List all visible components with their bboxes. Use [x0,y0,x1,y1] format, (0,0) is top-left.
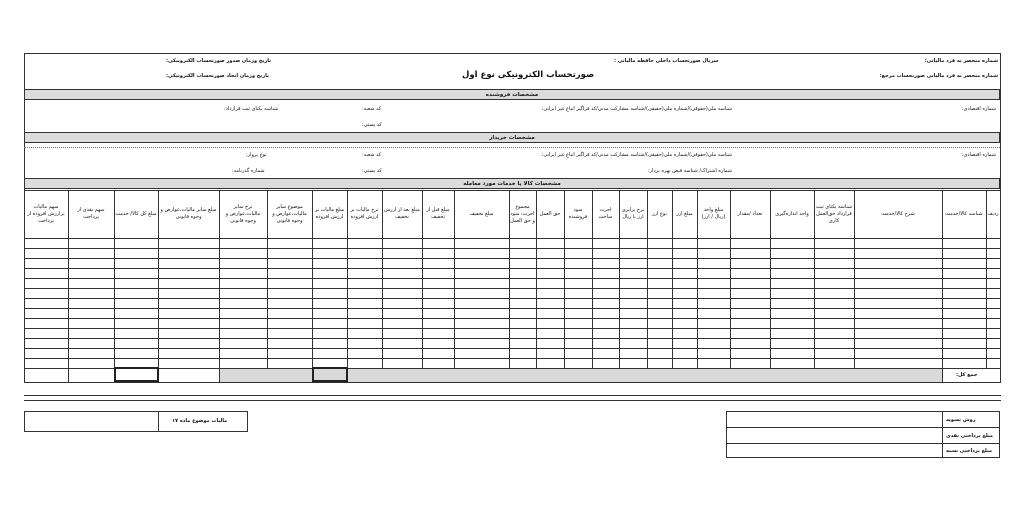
creation-datetime-label: تاریخ وزمان ایجاد صورتحساب الکترونیکی: [166,73,269,79]
settlement-row-line [726,427,1000,428]
buyer-divider [24,147,1000,148]
grid-line [68,190,69,382]
grid-line [730,190,731,368]
buyer-postal-code: کد پستی: [362,168,382,174]
page-title: صورتحساب الکترونیکی نوع اول [462,70,595,80]
grid-line [24,368,1000,369]
seller-contract-id: شناسه یکتای ثبت قرارداد: [224,106,279,112]
grid-line [854,190,855,368]
grid-line [219,190,220,382]
col-header-commission-contract-id: شناسه یکتای ثبت قرارداد حق‌العمل کاری [815,203,853,224]
col-header-currency-amount: مبلغ ارز [676,210,693,217]
buyer-section-title: مشخصات خریدار [489,135,535,141]
grid-line [382,190,383,368]
grid-line [619,190,620,368]
col-header-unit: واحد اندازه‌گیری [775,210,809,217]
footer-rule-top [24,395,1001,396]
credit-payment-label: مبلغ پرداختی نسیه [946,448,993,454]
col-header-vat-rate: نرخ مالیات بر ارزش افزوده [350,207,379,220]
seller-branch-code: کد شعبه: [362,106,382,112]
article17-label: مالیات موضوع ماده ۱۷ [172,418,228,424]
grid-line [672,190,673,368]
col-header-item-id: شناسه کالا/خدمت [945,210,983,217]
grid-line [564,190,565,368]
settlement-method-label: روش تسویه [946,417,976,423]
issue-datetime-label: تاریخ وزمان صدور صورتحساب الکترونیکی: [166,58,271,64]
unique-tax-number-label: شماره منحصر به فرد مالیاتی: [924,58,998,64]
grid-line [422,190,423,368]
seller-economic-no: شماره اقتصادی: [961,106,996,112]
grid-line [770,190,771,368]
col-header-seller-profit: سود فروشنده [568,207,588,220]
buyer-flight-type: نوع پرواز: [246,152,267,158]
col-header-cash-share: سهم نقدی از پرداخت [77,207,105,220]
seller-section-title: مشخصات فروشنده [485,92,539,98]
article17-divider [158,411,159,432]
col-header-other-tax-rate: نرخ سایر مالیات،عوارض و وجوه قانونی [225,203,261,224]
col-header-unit-price: مبلغ واحد (ریال / ارز) [701,207,726,220]
col-header-total-amount: مبلغ کل کالا/ خدمت [115,210,157,217]
seller-postal-code: کد پستی: [362,122,382,128]
grand-total-label: جمع کل: [956,372,978,378]
footer-rule-bottom [24,400,1001,401]
col-header-total-fees: مجموع اجرت، سود و حق العمل [510,203,535,224]
items-section-title: مشخصات کالا یا خدمات مورد معامله [463,181,561,187]
buyer-national-id: شناسه ملی(حقوقی)/شماره ملی(حقیقی)/شناسه مشارکت مدنی/کد فراگیر اتباع غیر ایرانی: [541,152,732,158]
grid-line [454,190,455,368]
col-header-other-tax-subject: موضوع سایر مالیات،عوارض و وجوه قانونی [272,203,307,224]
col-header-discount: مبلغ تخفیف [469,210,494,217]
col-header-description: شرح کالا/خدمت [881,210,915,217]
col-header-amount-after-discount: مبلغ بعد از ارزش تخفیف [384,207,420,220]
grid-line [647,190,648,368]
grid-line [347,190,348,368]
buyer-section-header [24,132,1000,143]
col-header-amount-before-discount: مبلغ قبل از تخفیف [426,207,450,220]
grid-line [814,190,815,368]
grid-line [536,190,537,368]
buyer-subscription-id: شماره اشتراک/ شناسه قبض بهره بردار: [647,168,732,174]
settlement-row-line [726,443,1000,444]
grid-line [942,190,943,382]
buyer-economic-no: شماره اقتصادی: [961,152,996,158]
reference-tax-number-label: شماره منحصر به فرد مالیاتی صورتحساب مرجع: [879,73,998,79]
cash-payment-label: مبلغ پرداختی نقدی [946,433,993,439]
grid-line [986,190,987,368]
grid-line [114,190,115,382]
seller-section-header [24,89,1000,100]
internal-serial-label: سریال صورتحساب داخلی حافظه مالیاتی : [614,58,719,64]
grid-line [592,190,593,368]
items-section-header [24,178,1000,189]
grid-line [158,190,159,382]
col-header-exchange-rate: نرخ برابری ارز با ریال [621,207,645,220]
grand-total-cell [114,367,159,382]
buyer-branch-code: کد شعبه: [362,152,382,158]
col-header-making-fee: اجرت ساخت [598,207,613,220]
col-header-vat-amount: مبلغ مالیات بر ارزش افزوده [314,207,345,220]
settlement-divider [942,411,943,458]
col-header-other-tax-amount: مبلغ سایر مالیات،عوارض و وجوه قانونی [160,207,217,220]
col-header-vat-share: سهم مالیات برارزش افزوده از پرداخت [27,203,65,224]
vat-total-cell [312,367,348,382]
grid-line [312,190,313,382]
col-header-quantity: تعداد /مقدار [737,210,763,217]
grid-line [697,190,698,368]
col-header-commission: حق العمل [539,210,561,217]
buyer-passport-no: شماره گذرنامه: [232,168,265,174]
grid-line [509,190,510,368]
col-header-currency-type: نوع ارز [652,210,667,217]
seller-national-id: شناسه ملی(حقوقی)/شماره ملی(حقیقی)/شناسه مشارکت مدنی/کد فراگیر اتباع غیر ایرانی: [541,106,732,112]
grid-line [267,190,268,368]
col-header-row-no: ردیف [987,210,999,217]
